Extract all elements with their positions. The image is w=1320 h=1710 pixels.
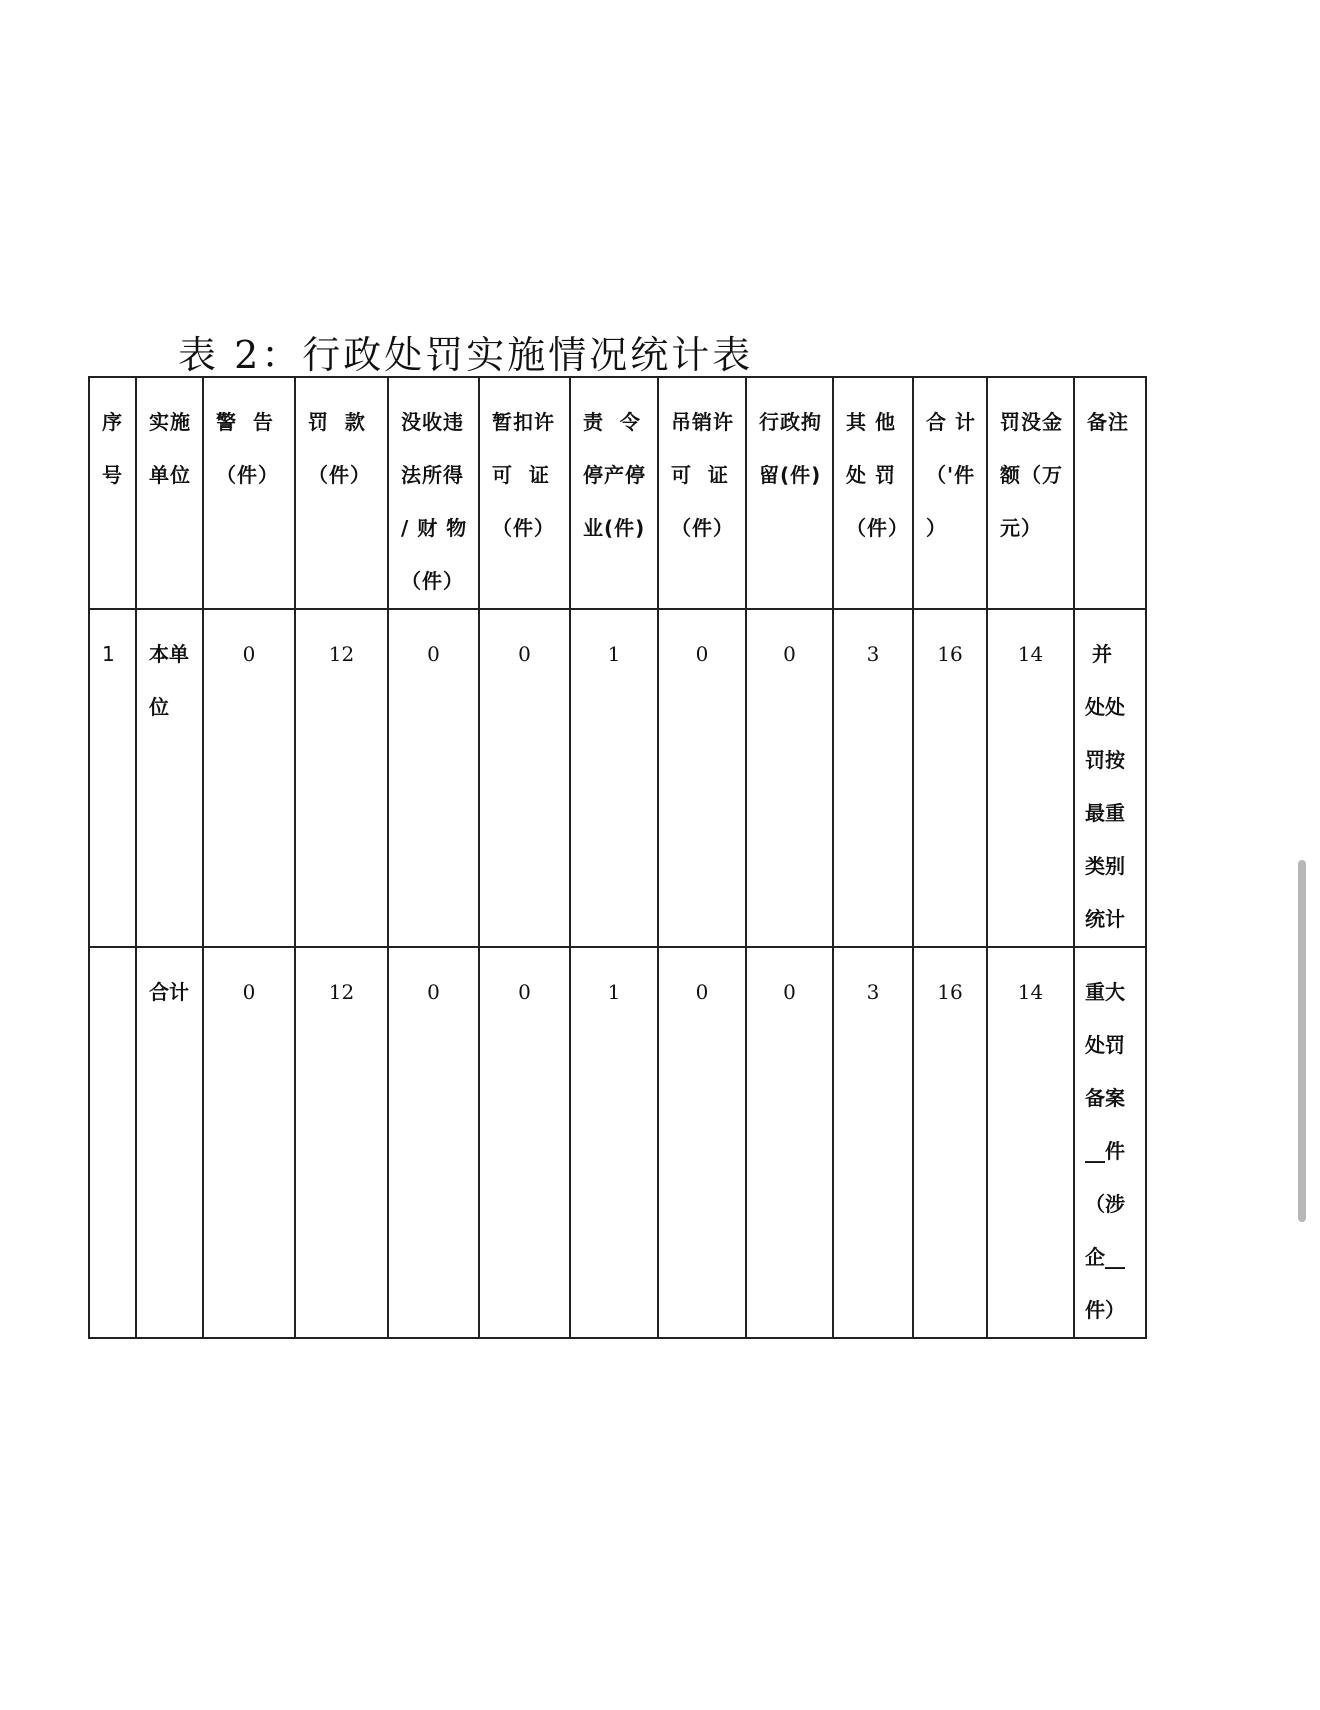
table-row xyxy=(89,609,1146,947)
cell-amount: 14 xyxy=(987,609,1074,947)
cell-total: 16 xyxy=(913,947,987,1338)
cell-stop-production: 1 xyxy=(570,947,658,1338)
cell-warning: 0 xyxy=(203,609,295,947)
cell-seq xyxy=(89,947,136,1338)
table-header-row xyxy=(89,377,1146,609)
cell-total: 16 xyxy=(913,609,987,947)
penalty-statistics-table xyxy=(88,376,1147,1339)
cell-seq: 1 xyxy=(89,609,136,947)
header-stop-production: 责 令 停产停 业(件) xyxy=(570,377,658,609)
cell-unit: 合计 xyxy=(136,947,203,1338)
table-title: 表 2：行政处罚实施情况统计表 xyxy=(178,333,754,377)
cell-license-suspend: 0 xyxy=(479,947,570,1338)
header-confiscation: 没收违 法所得 / 财 物 （件） xyxy=(388,377,479,609)
cell-fine: 12 xyxy=(295,947,388,1338)
cell-warning: 0 xyxy=(203,947,295,1338)
cell-other-penalty: 3 xyxy=(833,609,913,947)
header-detention: 行政拘 留(件) xyxy=(746,377,833,609)
header-other-penalty: 其 他 处 罚 （件） xyxy=(833,377,913,609)
cell-license-revoke: 0 xyxy=(658,609,746,947)
cell-fine: 12 xyxy=(295,609,388,947)
header-unit: 实施 单位 xyxy=(136,377,203,609)
cell-license-suspend: 0 xyxy=(479,609,570,947)
cell-detention: 0 xyxy=(746,947,833,1338)
table-row xyxy=(89,947,1146,1338)
cell-license-revoke: 0 xyxy=(658,947,746,1338)
header-warning: 警 告 （件） xyxy=(203,377,295,609)
vertical-scrollbar[interactable] xyxy=(1298,860,1306,1222)
header-remarks: 备注 xyxy=(1074,377,1146,609)
cell-other-penalty: 3 xyxy=(833,947,913,1338)
cell-remarks: 重大 处罚 备案 __件 （涉 企__ 件） xyxy=(1074,947,1146,1338)
cell-confiscation: 0 xyxy=(388,609,479,947)
header-fine: 罚 款 （件） xyxy=(295,377,388,609)
cell-remarks: 并 处处 罚按 最重 类别 统计 xyxy=(1074,609,1146,947)
header-seq: 序 号 xyxy=(89,377,136,609)
cell-confiscation: 0 xyxy=(388,947,479,1338)
header-total: 合 计 （'件 ） xyxy=(913,377,987,609)
header-amount: 罚没金 额（万 元） xyxy=(987,377,1074,609)
cell-detention: 0 xyxy=(746,609,833,947)
cell-unit: 本单 位 xyxy=(136,609,203,947)
cell-amount: 14 xyxy=(987,947,1074,1338)
cell-stop-production: 1 xyxy=(570,609,658,947)
header-license-suspend: 暂扣许 可 证 （件） xyxy=(479,377,570,609)
header-license-revoke: 吊销许 可 证 （件） xyxy=(658,377,746,609)
